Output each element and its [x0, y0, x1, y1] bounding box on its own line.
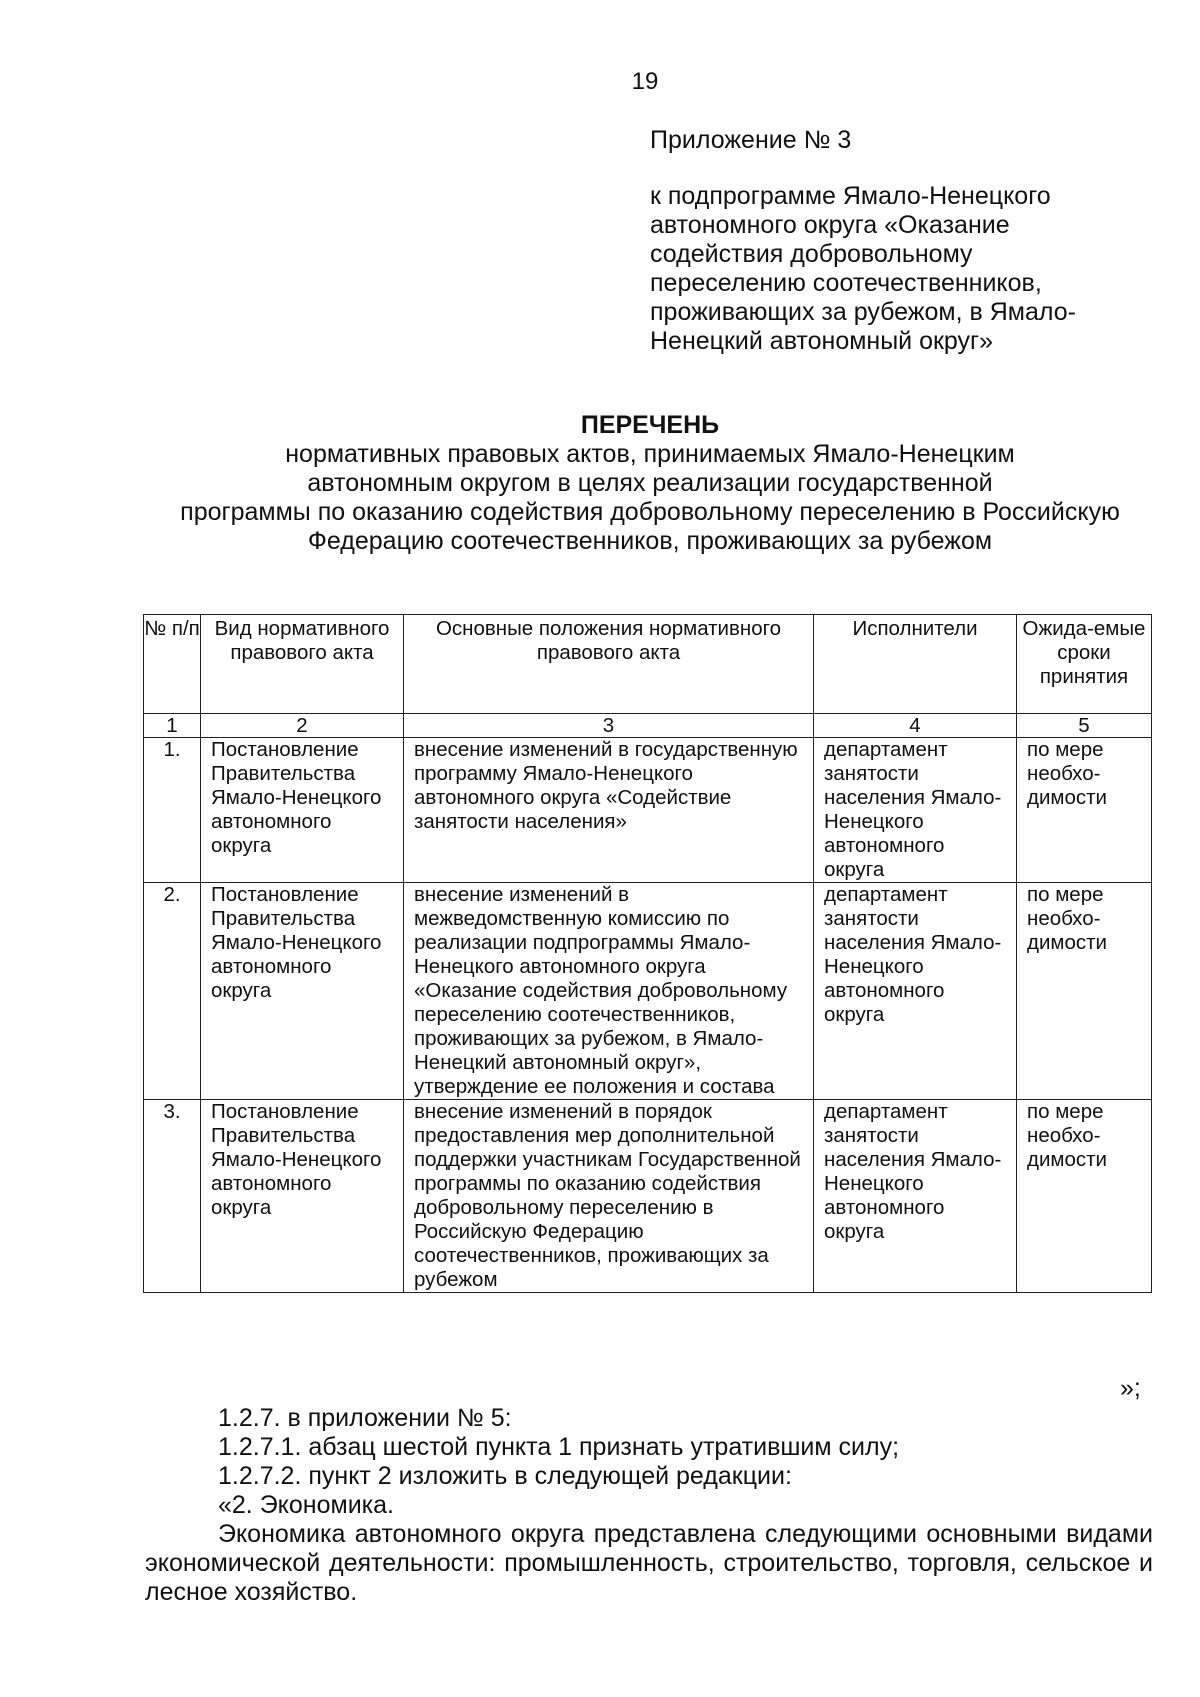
paragraph-item-1-2-7-2: 1.2.7.2. пункт 2 изложить в следующей редакции: — [218, 1462, 792, 1490]
column-number: 4 — [814, 714, 1017, 738]
header-terms: Ожида-емые сроки принятия — [1017, 615, 1152, 714]
row-num: 1. — [144, 738, 201, 883]
subtitle-line: автономным округом в целях реализации государственной — [307, 469, 993, 497]
acts-table — [143, 614, 1152, 1293]
appendix-line: проживающих за рубежом, в Ямало- — [650, 298, 1076, 326]
row-provisions: внесение изменений в государственную программу Ямало-Ненецкого автономного округа «Содействие занятости населения» — [404, 738, 814, 883]
appendix-line: содействия добровольному — [650, 240, 973, 268]
appendix-line: автономного округа «Оказание — [650, 211, 1010, 239]
appendix-line: Ненецкий автономный округ» — [650, 327, 994, 355]
row-terms: по мере необхо-димости — [1017, 883, 1152, 1100]
column-number: 5 — [1017, 714, 1152, 738]
row-executors: департамент занятости населения Ямало-Ненецкого автономного округа — [814, 1100, 1017, 1293]
appendix-text — [650, 182, 1120, 356]
appendix-line: переселению соотечественников, — [650, 269, 1042, 297]
row-executors: департамент занятости населения Ямало-Ненецкого автономного округа — [814, 883, 1017, 1100]
row-type: Постановление Правительства Ямало-Ненецкого автономного округа — [201, 738, 404, 883]
subtitle-line: Федерацию соотечественников, проживающих за рубежом — [307, 527, 993, 555]
appendix-title: Приложение № 3 — [650, 126, 852, 154]
table-row — [144, 883, 1152, 1100]
table-header-row — [144, 615, 1152, 714]
row-terms: по мере необхо-димости — [1017, 738, 1152, 883]
paragraph-item-1-2-7: 1.2.7. в приложении № 5: — [218, 1404, 512, 1432]
table-row — [144, 738, 1152, 883]
paragraph-economy-heading: «2. Экономика. — [218, 1491, 394, 1519]
page-number: 19 — [631, 68, 659, 95]
row-num: 2. — [144, 883, 201, 1100]
row-provisions: внесение изменений в межведомственную комиссию по реализации подпрограммы Ямало-Ненецкого автономного округа «Оказание содействия добровольному переселению соотечественников, проживающих за рубежом, в Ямало-Ненецкий автономный округ», утверждение ее положения и состава — [404, 883, 814, 1100]
header-type: Вид нормативного правового акта — [201, 615, 404, 714]
row-provisions: внесение изменений в порядок предоставления мер дополнительной поддержки участникам Государственной программы по оказанию содействия добровольному переселению в Российскую Федерацию соотечественников, проживающих за рубежом — [404, 1100, 814, 1293]
column-number: 2 — [201, 714, 404, 738]
appendix-line: к подпрограмме Ямало-Ненецкого — [650, 182, 1051, 210]
row-terms: по мере необхо-димости — [1017, 1100, 1152, 1293]
header-num: № п/п — [144, 615, 201, 714]
header-executors: Исполнители — [814, 615, 1017, 714]
paragraph-economy-text: Экономика автономного округа представлена следующими основными видами экономической деятельности: промышленность, строительство, торговля, сельское и лесное хозяйство. — [145, 1520, 1153, 1606]
row-type: Постановление Правительства Ямало-Ненецкого автономного округа — [201, 1100, 404, 1293]
column-numbers-row — [144, 714, 1152, 738]
row-executors: департамент занятости населения Ямало-Ненецкого автономного округа — [814, 738, 1017, 883]
column-number: 3 — [404, 714, 814, 738]
list-subtitle — [100, 440, 1200, 556]
header-provisions: Основные положения нормативного правового акта — [404, 615, 814, 714]
paragraph-item-1-2-7-1: 1.2.7.1. абзац шестой пункта 1 признать утратившим силу; — [218, 1433, 900, 1461]
row-num: 3. — [144, 1100, 201, 1293]
subtitle-line: нормативных правовых актов, принимаемых Ямало-Ненецким — [285, 440, 1015, 468]
row-type: Постановление Правительства Ямало-Ненецкого автономного округа — [201, 883, 404, 1100]
list-title: ПЕРЕЧЕНЬ — [580, 411, 720, 439]
subtitle-line: программы по оказанию содействия добровольному переселению в Российскую — [180, 498, 1120, 526]
closing-quote-mark: »; — [1120, 1374, 1141, 1402]
column-number: 1 — [144, 714, 201, 738]
table-row — [144, 1100, 1152, 1293]
